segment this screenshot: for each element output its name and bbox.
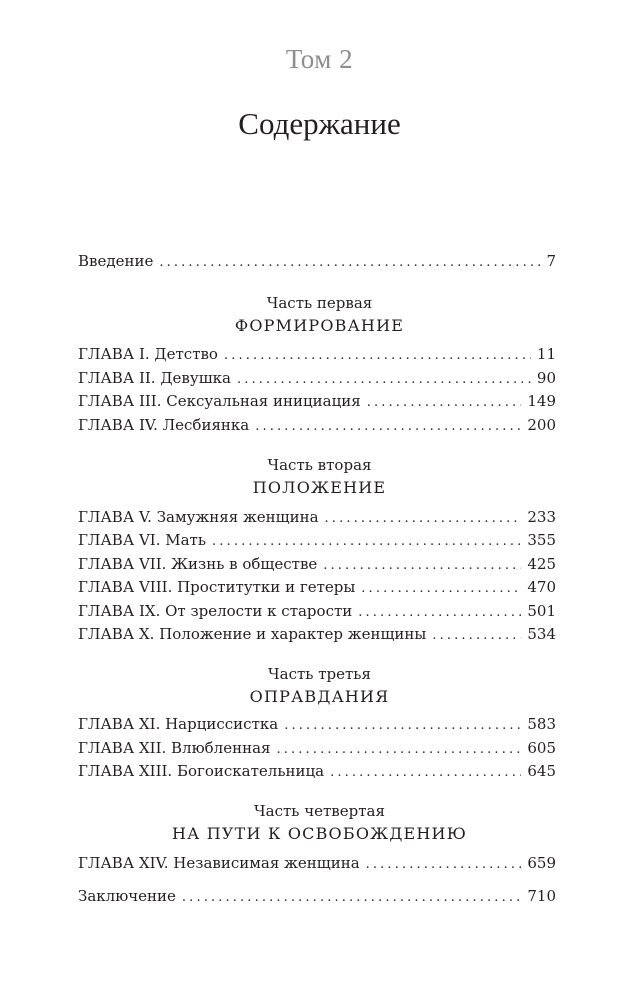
toc-entry-label: ГЛАВА XIV. Независимая женщина — [78, 854, 360, 872]
toc-entry-label: ГЛАВА V. Замужняя женщина — [78, 508, 319, 526]
part-label-2: Часть вторая — [267, 456, 372, 474]
toc-entry-chapter-3[interactable] — [78, 390, 556, 412]
toc-entry-conclusion[interactable] — [78, 885, 556, 907]
toc-entry-chapter-4[interactable] — [78, 414, 556, 436]
part-label-3: Часть третья — [268, 665, 371, 683]
dot-leader — [182, 887, 521, 909]
toc-entry-chapter-5[interactable] — [78, 506, 556, 528]
toc-entry-page: 501 — [527, 602, 556, 620]
dot-leader — [224, 345, 531, 367]
toc-entry-label: ГЛАВА X. Положение и характер женщины — [78, 625, 427, 643]
part-title-3: ОПРАВДАНИЯ — [249, 687, 390, 706]
toc-entry-label: Введение — [78, 252, 154, 270]
toc-entry-page: 659 — [527, 854, 556, 872]
dot-leader — [325, 508, 522, 530]
toc-entry-page: 233 — [527, 508, 556, 526]
toc-entry-page: 605 — [527, 739, 556, 757]
toc-entry-page: 90 — [536, 369, 556, 387]
toc-entry-label: ГЛАВА XI. Нарциссистка — [78, 715, 279, 733]
toc-entry-label: ГЛАВА III. Сексуальная инициация — [78, 392, 361, 410]
toc-entry-label: Заключение — [78, 887, 176, 905]
toc-entry-page: 425 — [527, 555, 556, 573]
toc-entry-page: 710 — [527, 887, 556, 905]
toc-entry-chapter-10[interactable] — [78, 623, 556, 645]
toc-entry-intro[interactable] — [78, 250, 556, 272]
toc-entry-page: 7 — [546, 252, 556, 270]
toc-entry-page: 200 — [527, 416, 556, 434]
dot-leader — [212, 531, 521, 553]
toc-entry-chapter-6[interactable] — [78, 529, 556, 551]
part-title-2: ПОЛОЖЕНИЕ — [252, 478, 387, 497]
toc-entry-page: 470 — [527, 578, 556, 596]
toc-entry-chapter-1[interactable] — [78, 343, 556, 365]
toc-entry-page: 11 — [536, 345, 556, 363]
toc-entry-label: ГЛАВА IX. От зрелости к старости — [78, 602, 353, 620]
toc-entry-chapter-14[interactable] — [78, 852, 556, 874]
toc-entry-label: ГЛАВА VII. Жизнь в обществе — [78, 555, 318, 573]
dot-leader — [367, 392, 522, 414]
toc-entry-label: ГЛАВА XII. Влюбленная — [78, 739, 271, 757]
toc-entry-page: 534 — [527, 625, 556, 643]
toc-entry-chapter-7[interactable] — [78, 553, 556, 575]
toc-entry-label: ГЛАВА I. Детство — [78, 345, 218, 363]
toc-entry-page: 149 — [527, 392, 556, 410]
toc-entry-chapter-13[interactable] — [78, 760, 556, 782]
toc-entry-page: 355 — [527, 531, 556, 549]
dot-leader — [276, 739, 521, 761]
toc-entry-chapter-12[interactable] — [78, 737, 556, 759]
dot-leader — [255, 416, 521, 438]
toc-entry-chapter-11[interactable] — [78, 713, 556, 735]
page-title: Содержание — [238, 106, 401, 141]
toc-entry-label: ГЛАВА IV. Лесбиянка — [78, 416, 250, 434]
toc-entry-label: ГЛАВА VIII. Проститутки и гетеры — [78, 578, 356, 596]
dot-leader — [361, 578, 521, 600]
toc-entry-label: ГЛАВА XIII. Богоискательница — [78, 762, 325, 780]
toc-entry-chapter-8[interactable] — [78, 576, 556, 598]
dot-leader — [159, 252, 540, 274]
dot-leader — [358, 602, 521, 624]
toc-entry-chapter-2[interactable] — [78, 367, 556, 389]
part-label-4: Часть четвертая — [254, 802, 385, 820]
toc-entry-chapter-9[interactable] — [78, 600, 556, 622]
part-title-1: ФОРМИРОВАНИЕ — [234, 316, 405, 335]
dot-leader — [330, 762, 521, 784]
dot-leader — [237, 369, 531, 391]
toc-entry-label: ГЛАВА II. Девушка — [78, 369, 231, 387]
dot-leader — [323, 555, 521, 577]
volume-label: Том 2 — [285, 44, 354, 74]
dot-leader — [432, 625, 521, 647]
toc-entry-label: ГЛАВА VI. Мать — [78, 531, 207, 549]
dot-leader — [284, 715, 521, 737]
dot-leader — [366, 854, 522, 876]
part-title-4: НА ПУТИ К ОСВОБОЖДЕНИЮ — [171, 824, 468, 843]
part-label-1: Часть первая — [266, 294, 373, 312]
toc-entry-page: 583 — [527, 715, 556, 733]
toc-entry-page: 645 — [527, 762, 556, 780]
